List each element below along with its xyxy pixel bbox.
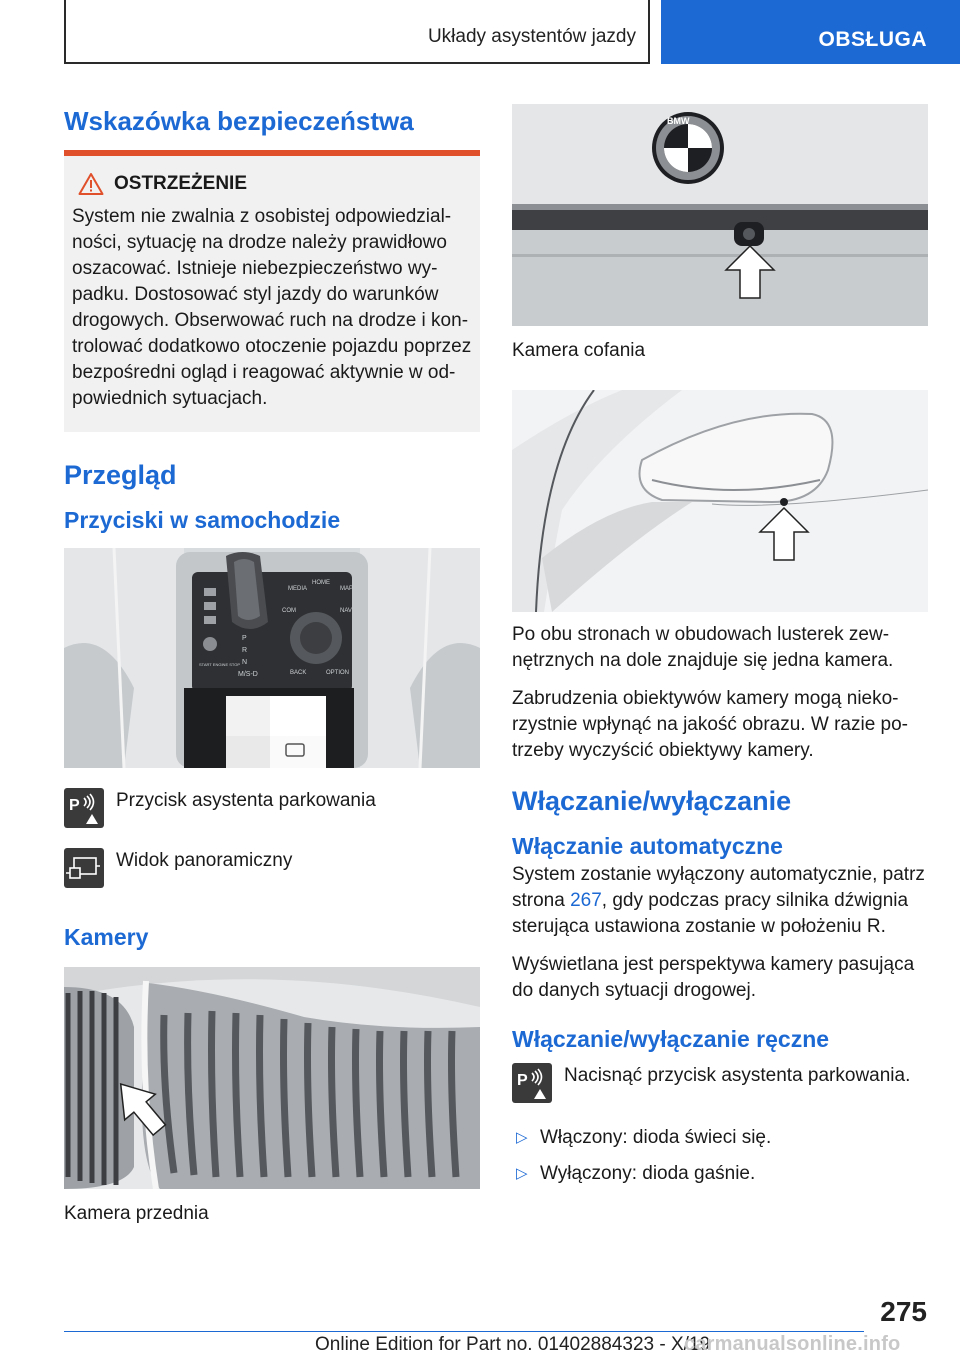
bmw-logo-letters: BMW	[667, 116, 690, 126]
bullet-triangle-icon: ▷	[516, 1129, 528, 1146]
auto-on-text-part2: , gdy podczas pracy silnika dźwignia sterująca ustawiona zostanie w położeniu R.	[512, 890, 909, 937]
side-mirror-camera-photo	[512, 390, 928, 612]
header-chapter-label: OBSŁUGA	[818, 28, 927, 51]
console-label-media: MEDIA	[288, 586, 308, 592]
left-column	[64, 104, 480, 1227]
park-assist-button-icon	[64, 788, 104, 828]
overview-title: Przegląd	[64, 460, 177, 490]
console-label-nav: NAV	[340, 608, 352, 614]
auto-on-subtitle: Włączanie automatyczne	[512, 833, 783, 859]
panorama-view-button-icon	[64, 848, 104, 888]
front-camera-photo	[64, 967, 480, 1189]
warning-box	[64, 150, 480, 432]
watermark-logo: carmanualsonline.info	[684, 1333, 901, 1355]
bullet-on-text: Włączony: dioda świeci się.	[540, 1127, 772, 1148]
warning-text: System nie zwalnia z osobistej odpowiedzial- ności, sytuację na drodze należy prawidłowo oszacować. Istnieje niebezpieczeństwo wy- padku. Dostosować styl jazdy do warunków drogowych. Obserwować ruch na drodze i kon- trolować dodatkowo otoczenie pojazdu poprzez bezpośredni ogląd i reagować aktywnie w od- powiednich sytuacjach.	[72, 206, 472, 409]
page-link-267[interactable]: 267	[570, 890, 602, 911]
bullet-off-text: Wyłączony: dioda gaśnie.	[540, 1163, 756, 1184]
manual-button-row	[512, 1063, 928, 1103]
warning-triangle-icon	[78, 172, 104, 196]
warning-label: OSTRZEŻENIE	[114, 173, 248, 194]
park-assist-button-icon	[512, 1063, 552, 1103]
rear-camera-photo	[512, 104, 928, 326]
bullet-triangle-icon: ▷	[516, 1165, 528, 1182]
buttons-subtitle: Przyciski w samochodzie	[64, 507, 341, 533]
safety-title: Wskazówka bezpieczeństwa	[64, 106, 414, 136]
header-section-title: Układy asystentów jazdy	[427, 26, 636, 47]
footer-divider	[64, 1331, 864, 1332]
onoff-title: Włączanie/wyłączanie	[512, 786, 792, 816]
page-number: 275	[880, 1296, 927, 1327]
console-label-com: COM	[282, 608, 296, 614]
console-label-home: HOME	[312, 580, 330, 586]
manual-button-text: Nacisnąć przycisk asystenta parkowania.	[564, 1065, 911, 1086]
console-label-option: OPTION	[326, 670, 350, 676]
svg-text:P: P	[69, 797, 80, 814]
svg-text:R: R	[242, 647, 248, 654]
svg-text:P: P	[242, 635, 247, 642]
panorama-button-row	[64, 848, 480, 888]
right-column	[512, 104, 928, 1187]
console-label-start: START ENGINE STOP	[199, 662, 241, 667]
list-item	[512, 1161, 928, 1187]
console-label-map: MAP	[340, 586, 354, 592]
svg-text:P: P	[517, 1072, 528, 1089]
front-camera-caption: Kamera przednia	[64, 1203, 209, 1224]
mirror-camera-text: Po obu stronach w obudowach lusterek zew- nętrznych na dole znajduje się jedna kamera.	[512, 624, 894, 671]
svg-text:M/S-D: M/S-D	[238, 671, 258, 678]
footer-edition: Online Edition for Part no. 01402884323 - X/19	[315, 1334, 711, 1355]
park-assist-button-label: Przycisk asystenta parkowania	[116, 790, 376, 811]
header-section-box	[64, 0, 650, 64]
header-chapter-tab	[661, 0, 960, 64]
manual-onoff-subtitle: Włączanie/wyłączanie ręczne	[512, 1026, 830, 1052]
panorama-view-label: Widok panoramiczny	[116, 850, 293, 871]
rear-camera-caption: Kamera cofania	[512, 340, 646, 361]
center-console-photo	[64, 548, 480, 768]
park-assist-button-row	[64, 788, 480, 828]
cameras-subtitle: Kamery	[64, 924, 149, 950]
dirt-warning-text: Zabrudzenia obiektywów kamery mogą nieko- rzystnie wpłynąć na jakość obrazu. W razie po- trzeby wyczyścić obiektywy kamery.	[512, 688, 908, 761]
console-label-back: BACK	[290, 670, 307, 676]
camera-perspective-text: Wyświetlana jest perspektywa kamery pasująca do danych sytuacji drogowej.	[512, 954, 915, 1001]
auto-on-text-part1: System zostanie wyłączony automatycznie, patrz strona	[512, 864, 925, 911]
auto-on-text	[512, 862, 928, 940]
svg-text:N: N	[242, 659, 248, 666]
warning-header	[78, 172, 472, 196]
list-item	[512, 1125, 928, 1151]
